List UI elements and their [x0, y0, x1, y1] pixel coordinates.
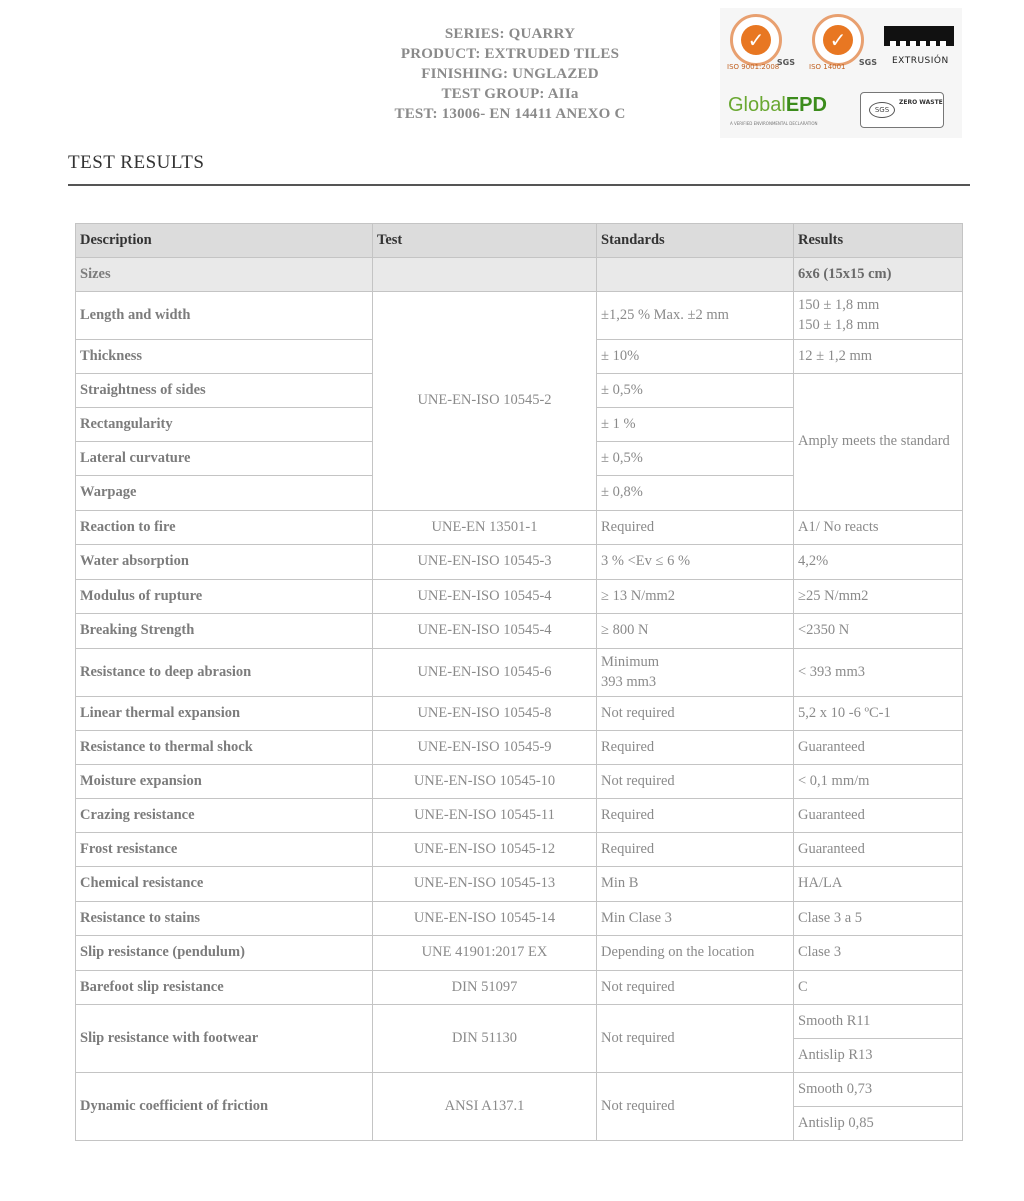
row-test: UNE-EN-ISO 10545-10 [373, 765, 597, 799]
row-result: Guaranteed [794, 833, 963, 867]
title-divider [68, 184, 970, 186]
row-result: 150 ± 1,8 mm 150 ± 1,8 mm [794, 292, 963, 340]
test-group-line: TEST GROUP: AIIa [441, 86, 579, 102]
table-row [76, 1005, 963, 1039]
row-standard: ≥ 800 N [597, 614, 794, 649]
table-row [76, 765, 963, 799]
row-result: A1/ No reacts [794, 511, 963, 545]
row-description: Resistance to deep abrasion [76, 649, 373, 697]
table-row [76, 258, 963, 292]
row-description: Linear thermal expansion [76, 697, 373, 731]
zero-waste-logo: SGS ZERO WASTE [860, 92, 944, 128]
row-description: Thickness [76, 340, 373, 374]
row-result: 6x6 (15x15 cm) [794, 258, 963, 292]
col-test: Test [373, 224, 597, 258]
product-line: PRODUCT: EXTRUDED TILES [400, 46, 620, 62]
table-row [76, 545, 963, 580]
row-description: Reaction to fire [76, 511, 373, 545]
table-row [76, 867, 963, 902]
row-description: Resistance to thermal shock [76, 731, 373, 765]
row-standard: Not required [597, 971, 794, 1005]
col-standards: Standards [597, 224, 794, 258]
row-description: Water absorption [76, 545, 373, 580]
row-test: UNE-EN-ISO 10545-8 [373, 697, 597, 731]
row-standard: Min B [597, 867, 794, 902]
row-standard: ± 0,8% [597, 476, 794, 511]
row-result: <2350 N [794, 614, 963, 649]
row-result: Smooth 0,73 [794, 1073, 963, 1107]
row-result: ≥25 N/mm2 [794, 580, 963, 614]
row-test: UNE-EN-ISO 10545-11 [373, 799, 597, 833]
row-standard: ≥ 13 N/mm2 [597, 580, 794, 614]
row-test: UNE 41901:2017 EX [373, 936, 597, 971]
series-line: SERIES: QUARRY [444, 26, 576, 42]
row-description: Resistance to stains [76, 902, 373, 936]
row-description: Straightness of sides [76, 374, 373, 408]
row-description: Modulus of rupture [76, 580, 373, 614]
row-description: Rectangularity [76, 408, 373, 442]
table-row [76, 833, 963, 867]
row-standard: 3 % <Ev ≤ 6 % [597, 545, 794, 580]
row-result: HA/LA [794, 867, 963, 902]
row-description: Breaking Strength [76, 614, 373, 649]
row-standard: ± 10% [597, 340, 794, 374]
row-test: UNE-EN-ISO 10545-6 [373, 649, 597, 697]
row-result: 4,2% [794, 545, 963, 580]
row-standard: ± 1 % [597, 408, 794, 442]
row-standard: Required [597, 833, 794, 867]
row-standard: Not required [597, 1005, 794, 1073]
row-standard: Not required [597, 765, 794, 799]
row-test: UNE-EN-ISO 10545-12 [373, 833, 597, 867]
row-result: Amply meets the standard [794, 374, 963, 511]
row-result: Clase 3 [794, 936, 963, 971]
row-standard: Minimum 393 mm3 [597, 649, 794, 697]
certification-logos [720, 8, 962, 138]
row-test: UNE-EN-ISO 10545-4 [373, 580, 597, 614]
row-description: Crazing resistance [76, 799, 373, 833]
row-description: Lateral curvature [76, 442, 373, 476]
row-standard: Min Clase 3 [597, 902, 794, 936]
row-test: UNE-EN-ISO 10545-3 [373, 545, 597, 580]
row-test: UNE-EN-ISO 10545-9 [373, 731, 597, 765]
results-table [75, 223, 963, 1141]
table-row [76, 799, 963, 833]
finishing-line: FINISHING: UNGLAZED [421, 66, 599, 82]
row-test: UNE-EN-ISO 10545-14 [373, 902, 597, 936]
row-result: 5,2 x 10 -6 ºC-1 [794, 697, 963, 731]
row-description: Barefoot slip resistance [76, 971, 373, 1005]
row-test: ANSI A137.1 [373, 1073, 597, 1141]
row-description: Dynamic coefficient of friction [76, 1073, 373, 1141]
table-row [76, 731, 963, 765]
row-description: Slip resistance (pendulum) [76, 936, 373, 971]
row-result: Smooth R11 [794, 1005, 963, 1039]
row-description: Frost resistance [76, 833, 373, 867]
row-description: Slip resistance with footwear [76, 1005, 373, 1073]
row-standard: Required [597, 511, 794, 545]
table-row [76, 649, 963, 697]
row-result: Guaranteed [794, 799, 963, 833]
row-standard: ± 0,5% [597, 374, 794, 408]
col-description: Description [76, 224, 373, 258]
row-description: Warpage [76, 476, 373, 511]
row-result: < 393 mm3 [794, 649, 963, 697]
row-test: UNE-EN 13501-1 [373, 511, 597, 545]
row-result: C [794, 971, 963, 1005]
table-row [76, 1073, 963, 1107]
row-test: UNE-EN-ISO 10545-4 [373, 614, 597, 649]
product-header [360, 24, 660, 124]
row-test: UNE-EN-ISO 10545-2 [373, 292, 597, 511]
row-standard: ± 0,5% [597, 442, 794, 476]
row-result: Antislip R13 [794, 1039, 963, 1073]
table-row [76, 292, 963, 340]
checkmark-seal-icon: ✓ ISO 14001 SGS [812, 14, 864, 66]
row-result: < 0,1 mm/m [794, 765, 963, 799]
row-standard: Depending on the location [597, 936, 794, 971]
row-description: Chemical resistance [76, 867, 373, 902]
row-standard: ±1,25 % Max. ±2 mm [597, 292, 794, 340]
row-result: 12 ± 1,2 mm [794, 340, 963, 374]
table-row [76, 936, 963, 971]
col-results: Results [794, 224, 963, 258]
row-description: Moisture expansion [76, 765, 373, 799]
table-header-row [76, 224, 963, 258]
row-test: DIN 51130 [373, 1005, 597, 1073]
table-row [76, 971, 963, 1005]
row-result: Guaranteed [794, 731, 963, 765]
epd-subtitle: A VERIFIED ENVIRONMENTAL DECLARATION [730, 121, 818, 126]
row-description: Length and width [76, 292, 373, 340]
row-test: UNE-EN-ISO 10545-13 [373, 867, 597, 902]
extrusion-label: EXTRUSIÓN [892, 56, 949, 66]
section-title: TEST RESULTS [68, 152, 205, 173]
table-row [76, 580, 963, 614]
row-result: Antislip 0,85 [794, 1107, 963, 1141]
row-test: DIN 51097 [373, 971, 597, 1005]
test-line: TEST: 13006- EN 14411 ANEXO C [394, 106, 626, 122]
table-row [76, 511, 963, 545]
table-row [76, 697, 963, 731]
row-description: Sizes [76, 258, 373, 292]
row-result: Clase 3 a 5 [794, 902, 963, 936]
row-standard: Required [597, 731, 794, 765]
checkmark-seal-icon: ✓ ISO 9001:2008 SGS [730, 14, 782, 66]
global-epd-logo: GlobalEPD [728, 94, 827, 116]
extrusion-icon [884, 26, 954, 46]
row-standard: Not required [597, 697, 794, 731]
table-row [76, 902, 963, 936]
table-row [76, 614, 963, 649]
row-standard: Required [597, 799, 794, 833]
row-standard: Not required [597, 1073, 794, 1141]
